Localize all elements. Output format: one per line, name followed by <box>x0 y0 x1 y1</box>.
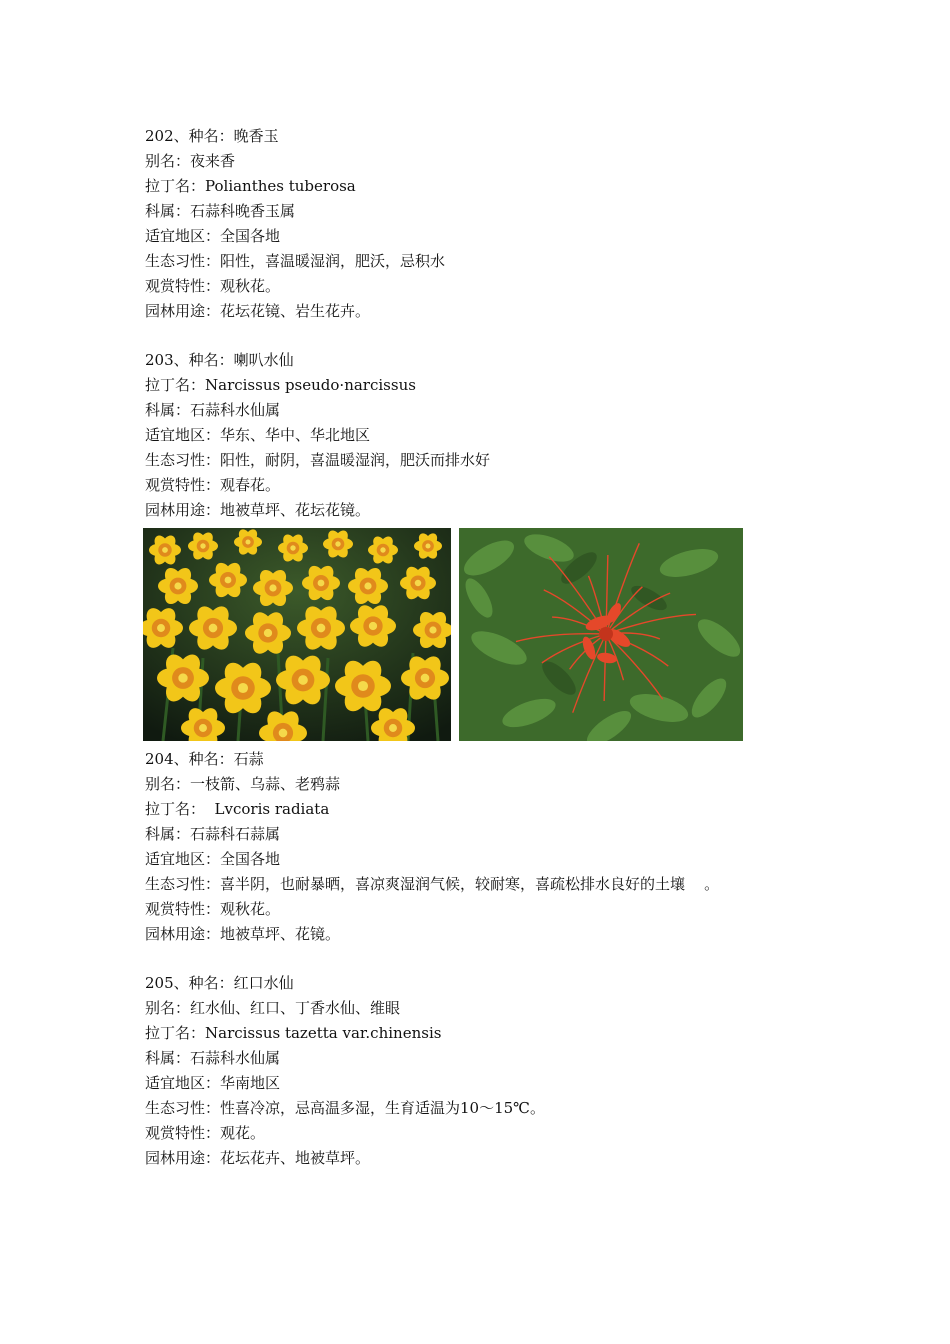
landscape-use-line: 园林用途：花坛花镜、岩生花卉。 <box>145 302 371 320</box>
ecology-line: 生态习性：性喜冷凉，忌高温多湿，生育适温为10～15℃。 <box>145 1099 545 1117</box>
region-line: 适宜地区：全国各地 <box>145 850 281 868</box>
alias-line: 别名：红水仙、红口、丁香水仙、维眼 <box>145 999 401 1017</box>
landscape-use-line: 园林用途：花坛花卉、地被草坪。 <box>145 1149 371 1167</box>
entry-202 <box>145 124 445 324</box>
red-spider-lily-photo <box>459 528 743 741</box>
entry-204 <box>145 747 719 947</box>
entry-203 <box>145 348 490 523</box>
landscape-use-line: 园林用途：地被草坪、花镜。 <box>145 925 341 943</box>
landscape-use-line: 园林用途：地被草坪、花坛花镜。 <box>145 501 371 519</box>
entry-205 <box>145 971 545 1171</box>
entry-title: 202、种名：晚香玉 <box>145 127 279 145</box>
ornamental-line: 观赏特性：观春花。 <box>145 476 281 494</box>
family-line: 科属：石蒜科石蒜属 <box>145 825 281 843</box>
alias-line: 别名：一枝箭、乌蒜、老鸦蒜 <box>145 775 341 793</box>
family-line: 科属：石蒜科晚香玉属 <box>145 202 296 220</box>
family-line: 科属：石蒜科水仙属 <box>145 1049 281 1067</box>
entry-title: 203、种名：喇叭水仙 <box>145 351 294 369</box>
region-line: 适宜地区：华东、华中、华北地区 <box>145 426 371 444</box>
ecology-line: 生态习性：喜半阴，也耐暴晒，喜凉爽湿润气候，较耐寒，喜疏松排水良好的土壤 。 <box>145 875 720 893</box>
latin-name-line: 拉丁名：Polianthes tuberosa <box>145 177 356 195</box>
alias-line: 别名：夜来香 <box>145 152 236 170</box>
latin-name-line: 拉丁名： Lvcoris radiata <box>145 800 330 818</box>
ornamental-line: 观赏特性：观秋花。 <box>145 900 281 918</box>
region-line: 适宜地区：全国各地 <box>145 227 281 245</box>
region-line: 适宜地区：华南地区 <box>145 1074 281 1092</box>
ecology-line: 生态习性：阳性，耐阴，喜温暖湿润，肥沃而排水好 <box>145 451 491 469</box>
entry-title: 205、种名：红口水仙 <box>145 974 294 992</box>
family-line: 科属：石蒜科水仙属 <box>145 401 281 419</box>
latin-name-line: 拉丁名：Narcissus pseudo·narcissus <box>145 376 416 394</box>
yellow-daffodil-photo <box>143 528 451 741</box>
ornamental-line: 观赏特性：观秋花。 <box>145 277 281 295</box>
latin-name-line: 拉丁名：Narcissus tazetta var.chinensis <box>145 1024 442 1042</box>
ornamental-line: 观赏特性：观花。 <box>145 1124 266 1142</box>
ecology-line: 生态习性：阳性，喜温暖湿润，肥沃，忌积水 <box>145 252 446 270</box>
entry-title: 204、种名：石蒜 <box>145 750 264 768</box>
